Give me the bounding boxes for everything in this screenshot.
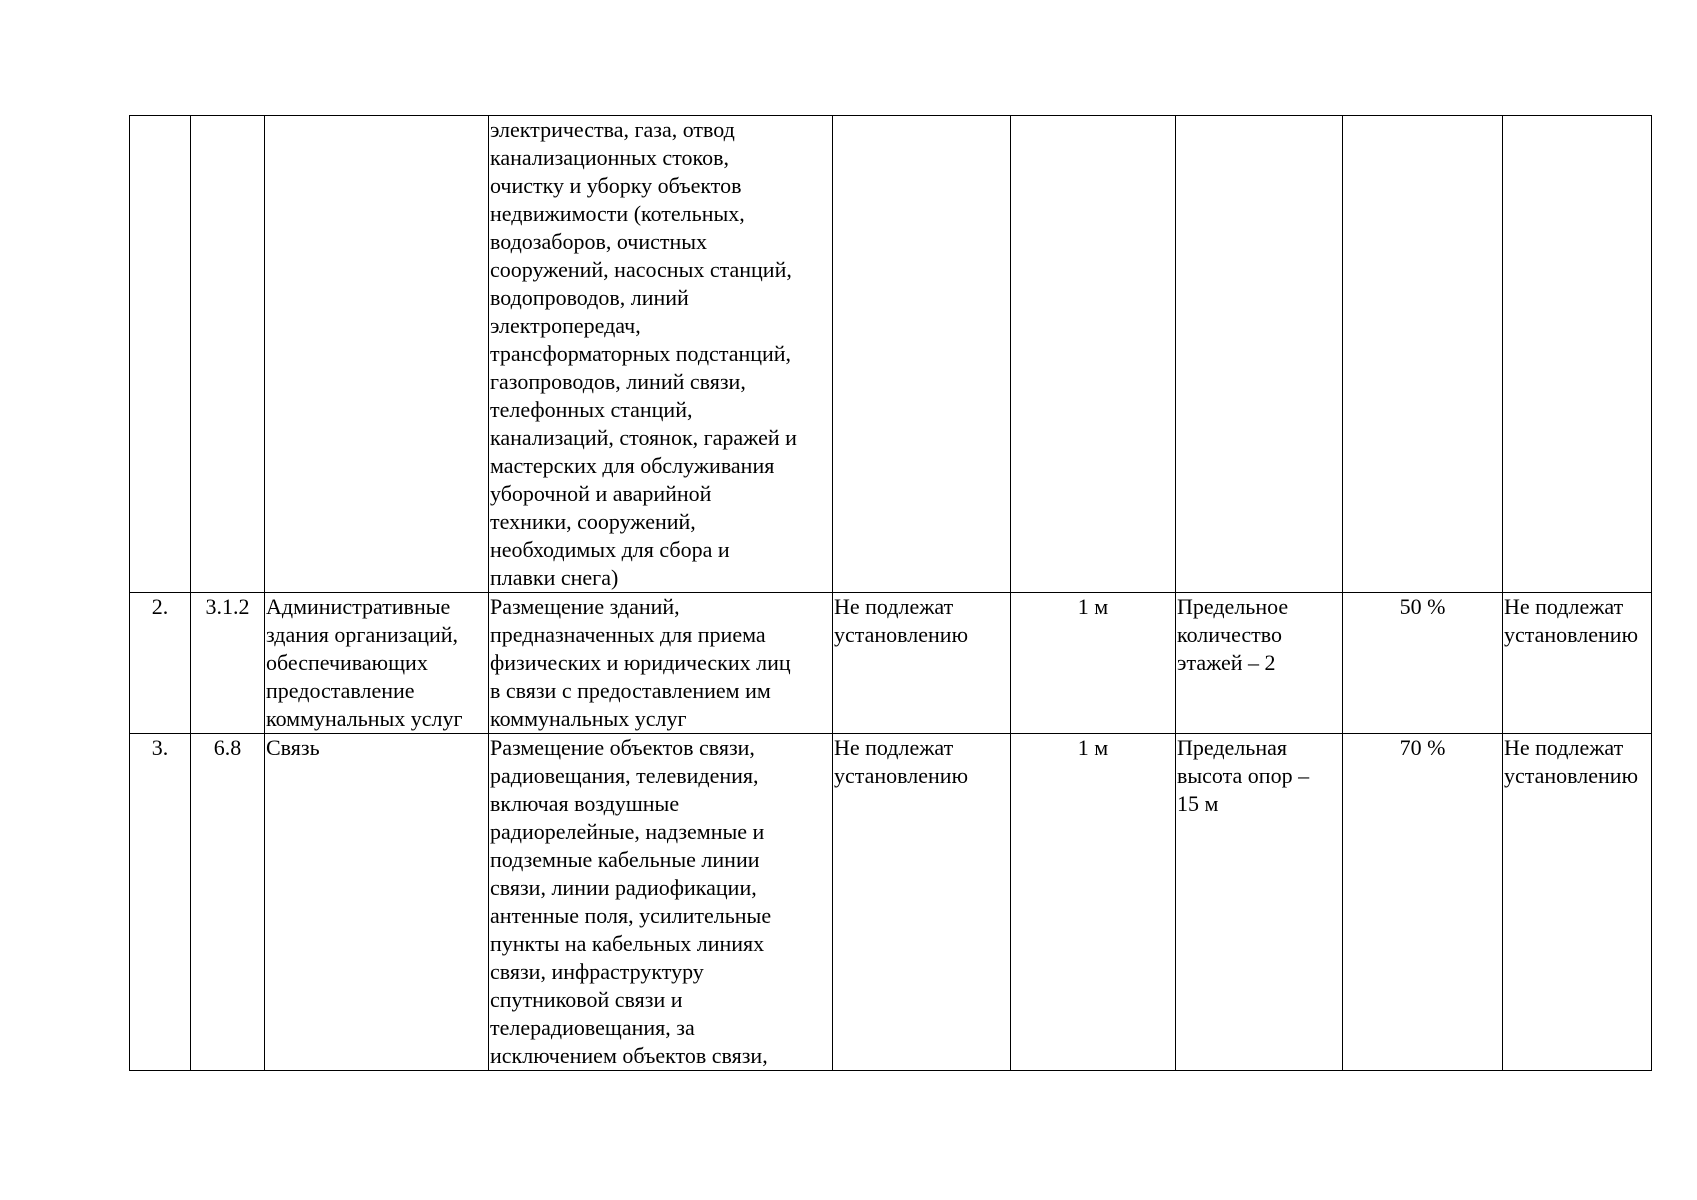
parameter-cell: Не подлежат установлению [833,593,1011,734]
use-name-cell: Связь [265,734,489,1071]
setback-cell [1011,116,1176,593]
use-description-cell: Размещение объектов связи, радиовещания, телевидения, включая воздушные радиорелейные, надземные и подземные кабельные линии связи, линии радиофикации, антенные поля, усилительные пункты на кабельных линиях связи, инфраструктуру спутниковой связи и телерадиовещания, за исключением объектов связи, [489,734,833,1071]
parameter-cell [833,116,1011,593]
row-number-cell [130,116,191,593]
row-number-cell: 3. [130,734,191,1071]
use-code-cell: 3.1.2 [191,593,265,734]
use-description-cell: электричества, газа, отвод канализационных стоков, очистку и уборку объектов недвижимости (котельных, водозаборов, очистных сооружений, насосных станций, водопроводов, линий электропередач, трансформаторных подстанций, газопроводов, линий связи, телефонных станций, канализаций, стоянок, гаражей и мастерских для обслуживания уборочной и аварийной техники, сооружений, необходимых для сбора и плавки снега) [489,116,833,593]
table-row [130,593,1652,734]
coverage-percent-cell: 50 % [1343,593,1503,734]
use-code-cell: 6.8 [191,734,265,1071]
coverage-percent-cell: 70 % [1343,734,1503,1071]
height-limit-cell [1176,116,1343,593]
table-row [130,116,1652,593]
coverage-percent-cell [1343,116,1503,593]
setback-cell: 1 м [1011,593,1176,734]
use-description-cell: Размещение зданий, предназначенных для приема физических и юридических лиц в связи с предоставлением им коммунальных услуг [489,593,833,734]
use-name-cell [265,116,489,593]
use-code-cell [191,116,265,593]
table-row [130,734,1652,1071]
setback-cell: 1 м [1011,734,1176,1071]
row-number-cell: 2. [130,593,191,734]
height-limit-cell: Предельное количество этажей – 2 [1176,593,1343,734]
parameter-cell: Не подлежат установлению [833,734,1011,1071]
other-parameter-cell: Не подлежат установлению [1503,734,1652,1071]
use-name-cell: Административные здания организаций, обеспечивающих предоставление коммунальных услуг [265,593,489,734]
height-limit-cell: Предельная высота опор – 15 м [1176,734,1343,1071]
other-parameter-cell: Не подлежат установлению [1503,593,1652,734]
other-parameter-cell [1503,116,1652,593]
regulations-table [129,115,1652,1071]
